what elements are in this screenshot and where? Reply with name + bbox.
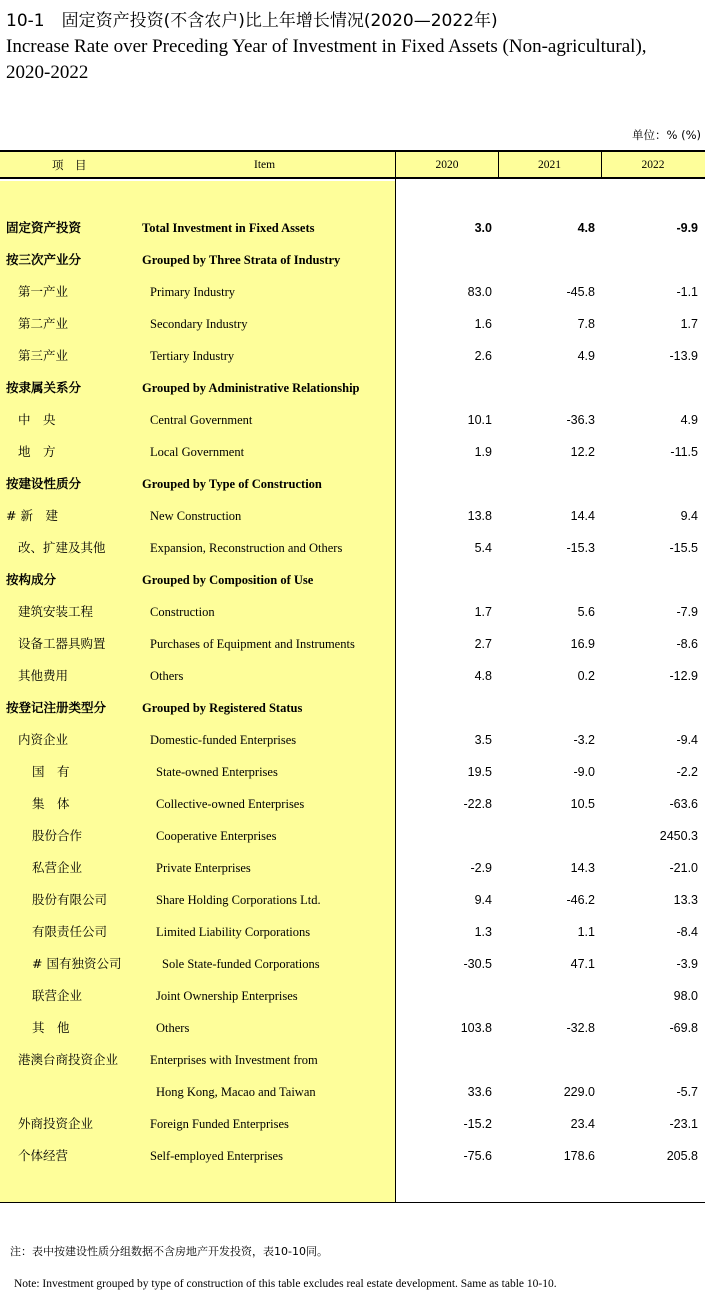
value-2022: -13.9	[669, 349, 698, 363]
row-label-en: Joint Ownership Enterprises	[156, 989, 298, 1003]
value-2020: -75.6	[463, 1149, 492, 1163]
value-2022: -11.5	[670, 445, 698, 459]
value-2021: 178.6	[563, 1149, 595, 1163]
value-2022: -8.4	[676, 925, 698, 939]
row-label-cn: 第一产业	[18, 284, 69, 299]
table-row	[0, 660, 705, 692]
value-2022: -9.9	[676, 221, 698, 235]
unit-label: 单位：% (%)	[632, 128, 701, 142]
value-2020: 19.5	[467, 765, 492, 779]
row-label-cn: 改、扩建及其他	[18, 540, 106, 555]
column-divider	[498, 150, 499, 179]
table-row	[0, 372, 705, 404]
value-2022: 4.9	[680, 413, 698, 427]
value-2021: 0.2	[577, 669, 595, 683]
row-label-en: Enterprises with Investment from	[150, 1053, 318, 1067]
header-item-cn: 项 目	[52, 158, 87, 172]
value-2021: 5.6	[577, 605, 595, 619]
row-label-cn: 集 体	[32, 796, 70, 811]
table-row	[0, 340, 705, 372]
value-2021: 1.1	[577, 925, 595, 939]
row-label-en: New Construction	[150, 509, 242, 523]
value-2022: -15.5	[669, 541, 698, 555]
row-label-en: Local Government	[150, 445, 245, 459]
table-row	[0, 1108, 705, 1140]
value-2021: 4.9	[577, 349, 595, 363]
header-year-2021: 2021	[538, 159, 561, 171]
row-label-en: Grouped by Type of Construction	[142, 477, 322, 491]
row-label-en: Grouped by Three Strata of Industry	[142, 253, 341, 267]
row-label-en: Share Holding Corporations Ltd.	[156, 893, 321, 907]
value-2021: -15.3	[566, 541, 595, 555]
value-2021: 47.1	[570, 957, 595, 971]
row-label-en: Domestic-funded Enterprises	[150, 733, 297, 747]
table-row	[0, 276, 705, 308]
value-2022: -63.6	[669, 797, 698, 811]
value-2022: -1.1	[676, 285, 698, 299]
row-label-cn: 外商投资企业	[18, 1116, 94, 1131]
table-row	[0, 1076, 705, 1108]
value-2022: 13.3	[673, 893, 698, 907]
value-2022: -5.7	[676, 1085, 698, 1099]
table-row	[0, 628, 705, 660]
value-2022: 1.7	[680, 317, 698, 331]
table-row	[0, 500, 705, 532]
value-2021: -3.2	[573, 733, 595, 747]
table-row	[0, 596, 705, 628]
row-label-en: Primary Industry	[150, 285, 236, 299]
value-2020: 4.8	[474, 669, 492, 683]
title-en-line2: 2020-2022	[6, 62, 89, 83]
row-label-en: Self-employed Enterprises	[150, 1149, 283, 1163]
table-row	[0, 244, 705, 276]
table-row	[0, 692, 705, 724]
value-2020: -22.8	[463, 797, 492, 811]
row-label-cn: 中 央	[18, 412, 56, 427]
value-2021: -46.2	[566, 893, 595, 907]
value-2022: -9.4	[676, 733, 698, 747]
table-row	[0, 1140, 705, 1172]
row-label-cn: 其 他	[32, 1020, 70, 1035]
value-2020: 13.8	[467, 509, 492, 523]
value-2021: -45.8	[566, 285, 595, 299]
row-label-cn: 股份有限公司	[32, 892, 108, 907]
table-row	[0, 948, 705, 980]
row-label-en: Construction	[150, 605, 215, 619]
row-label-cn: 股份合作	[32, 828, 83, 843]
row-label-en: Others	[156, 1021, 190, 1035]
value-2020: 2.6	[474, 349, 492, 363]
row-label-cn: 个体经营	[18, 1148, 69, 1163]
value-2020: 9.4	[474, 893, 492, 907]
row-label-en: Grouped by Registered Status	[142, 701, 303, 715]
row-label-cn: 固定资产投资	[6, 220, 82, 235]
row-label-en: State-owned Enterprises	[156, 765, 278, 779]
value-2020: 33.6	[467, 1085, 492, 1099]
row-label-en: Tertiary Industry	[150, 349, 235, 363]
row-label-cn: 国 有	[32, 764, 70, 779]
table-row	[0, 916, 705, 948]
row-label-cn: 第二产业	[18, 316, 69, 331]
value-2020: 2.7	[474, 637, 492, 651]
table-row	[0, 852, 705, 884]
row-label-cn: 第三产业	[18, 348, 69, 363]
table-row	[0, 980, 705, 1012]
data-table	[0, 150, 705, 1203]
row-label-en: Grouped by Composition of Use	[142, 573, 314, 587]
table-row	[0, 564, 705, 596]
value-2022: 205.8	[666, 1149, 698, 1163]
row-label-cn: 按登记注册类型分	[6, 700, 107, 715]
row-label-en: Limited Liability Corporations	[156, 925, 311, 939]
table-header	[0, 150, 705, 179]
value-2020: 1.9	[474, 445, 492, 459]
table-row	[0, 1012, 705, 1044]
value-2020: 3.5	[474, 733, 492, 747]
table-row	[0, 468, 705, 500]
table-row	[0, 308, 705, 340]
value-2020: 1.3	[474, 925, 492, 939]
row-label-en: Collective-owned Enterprises	[156, 797, 305, 811]
value-2020: -2.9	[470, 861, 492, 875]
value-2022: 2450.3	[659, 829, 698, 843]
value-2022: -3.9	[676, 957, 698, 971]
value-2022: -8.6	[676, 637, 698, 651]
row-label-en: Foreign Funded Enterprises	[150, 1117, 289, 1131]
value-2021: 229.0	[563, 1085, 595, 1099]
table-row	[0, 1044, 705, 1076]
value-2021: 23.4	[570, 1117, 595, 1131]
table-row	[0, 404, 705, 436]
title-en-line1: Increase Rate over Preceding Year of Investment in Fixed Assets (Non-agricultural),	[6, 36, 647, 57]
row-label-cn: 地 方	[18, 444, 56, 459]
value-2021: -36.3	[566, 413, 595, 427]
row-label-cn: # 新 建	[6, 508, 58, 523]
value-2020: 5.4	[474, 541, 492, 555]
table-bottom-rule	[0, 1202, 705, 1203]
value-2022: 9.4	[680, 509, 698, 523]
row-label-cn: 私营企业	[32, 860, 83, 875]
row-label-cn: 联营企业	[32, 988, 83, 1003]
value-2020: -15.2	[463, 1117, 492, 1131]
value-2021: 14.3	[570, 861, 595, 875]
row-label-cn: 其他费用	[18, 668, 69, 683]
row-label-cn: 按构成分	[6, 572, 57, 587]
row-label-en: Cooperative Enterprises	[156, 829, 277, 843]
value-2021: -9.0	[573, 765, 595, 779]
row-label-cn: 按隶属关系分	[6, 380, 82, 395]
row-label-cn: 按三次产业分	[6, 252, 82, 267]
row-label-en: Central Government	[150, 413, 253, 427]
value-2020: 83.0	[467, 285, 492, 299]
note-cn: 注：表中按建设性质分组数据不含房地产开发投资，表10-10同。	[10, 1245, 328, 1258]
title-cn: 10-1 固定资产投资(不含农户)比上年增长情况(2020—2022年)	[6, 11, 498, 31]
value-2022: 98.0	[673, 989, 698, 1003]
table-row	[0, 724, 705, 756]
table-row	[0, 820, 705, 852]
value-2022: -7.9	[676, 605, 698, 619]
header-item-en: Item	[254, 159, 276, 171]
row-label-en: Total Investment in Fixed Assets	[142, 221, 315, 235]
column-divider	[601, 150, 602, 179]
value-2021: 10.5	[570, 797, 595, 811]
row-label-cn: 按建设性质分	[6, 476, 82, 491]
row-label-en: Secondary Industry	[150, 317, 248, 331]
value-2021: 7.8	[577, 317, 595, 331]
row-label-en: Expansion, Reconstruction and Others	[150, 541, 343, 555]
value-2021: -32.8	[566, 1021, 595, 1035]
value-2020: 1.7	[474, 605, 492, 619]
row-label-en: Others	[150, 669, 184, 683]
value-2020: -30.5	[463, 957, 492, 971]
value-2022: -69.8	[669, 1021, 698, 1035]
value-2022: -2.2	[676, 765, 698, 779]
row-label-cn: 设备工器具购置	[18, 636, 106, 651]
table-row	[0, 884, 705, 916]
value-2021: 12.2	[570, 445, 595, 459]
value-2020: 3.0	[474, 221, 492, 235]
table-row	[0, 212, 705, 244]
table-row	[0, 532, 705, 564]
value-2021: 16.9	[570, 637, 595, 651]
row-label-en: Sole State-funded Corporations	[162, 957, 320, 971]
value-2021: 4.8	[577, 221, 595, 235]
value-2022: -12.9	[669, 669, 698, 683]
value-2020: 1.6	[474, 317, 492, 331]
value-2022: -21.0	[669, 861, 698, 875]
table-row	[0, 436, 705, 468]
table-row	[0, 756, 705, 788]
table-row	[0, 788, 705, 820]
row-label-cn: 有限责任公司	[32, 924, 108, 939]
row-label-cn: # 国有独资公司	[32, 956, 122, 971]
note-en: Note: Investment grouped by type of construction of this table excludes real estate development. Same as table 10-10.	[14, 1278, 557, 1290]
header-year-2022: 2022	[641, 159, 665, 171]
row-label-cn: 建筑安装工程	[18, 604, 94, 619]
value-2022: -23.1	[669, 1117, 698, 1131]
row-label-cn: 港澳台商投资企业	[18, 1052, 119, 1067]
value-2020: 103.8	[460, 1021, 492, 1035]
value-2020: 10.1	[467, 413, 492, 427]
header-year-2020: 2020	[435, 159, 459, 171]
value-2021: 14.4	[570, 509, 595, 523]
row-label-en: Private Enterprises	[156, 861, 251, 875]
row-label-en: Purchases of Equipment and Instruments	[150, 637, 355, 651]
row-label-en: Hong Kong, Macao and Taiwan	[156, 1085, 316, 1099]
row-label-cn: 内资企业	[18, 732, 69, 747]
row-label-en: Grouped by Administrative Relationship	[142, 381, 360, 395]
